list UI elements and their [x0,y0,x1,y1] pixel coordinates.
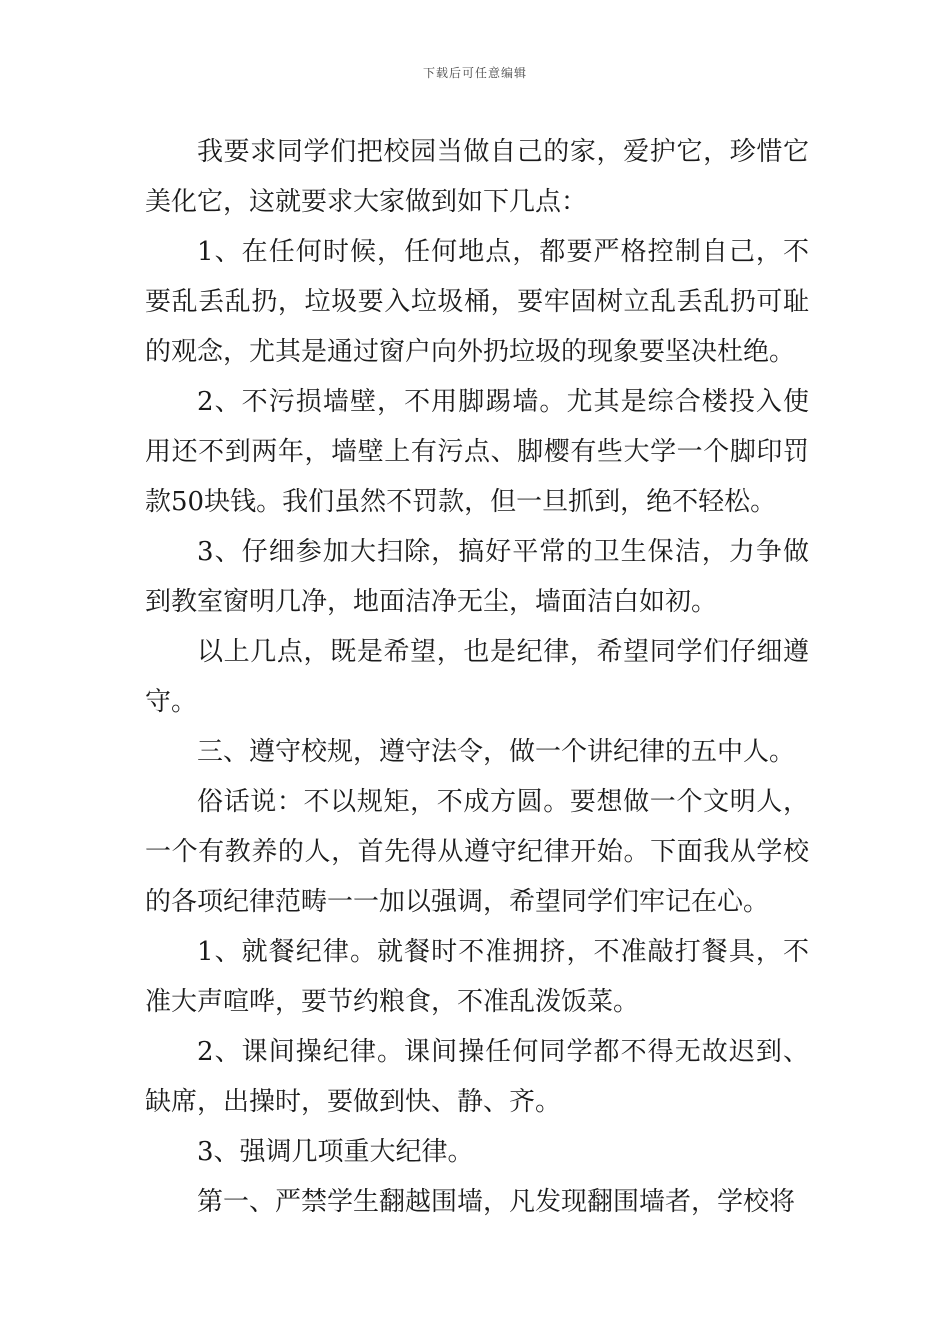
section-heading: 三、遵守校规，遵守法令，做一个讲纪律的五中人。 [197,737,796,767]
paragraph: 2、不污损墙壁，不用脚踢墙。尤其是综合楼投入使用还不到两年，墙壁上有污点、脚樱有些大学一个脚印罚款50块钱。我们虽然不罚款，但一旦抓到，绝不轻松。 [145,387,809,517]
paragraph: 1、在任何时候，任何地点，都要严格控制自己，不要乱丢乱扔，垃圾要入垃圾桶，要牢固树立乱丢乱扔可耻的观念，尤其是通过窗户向外扔垃圾的现象要坚决杜绝。 [145,237,809,367]
page-header: 下载后可任意编辑 [422,66,527,80]
paragraph: 以上几点，既是希望，也是纪律，希望同学们仔细遵守。 [145,637,809,717]
document-body [145,127,809,1227]
paragraph: 我要求同学们把校园当做自己的家，爱护它，珍惜它美化它，这就要求大家做到如下几点： [145,137,809,217]
paragraph: 1、就餐纪律。就餐时不准拥挤，不准敲打餐具，不准大声喧哗，要节约粮食，不准乱泼饭菜。 [145,937,809,1017]
paragraph: 俗话说：不以规矩，不成方圆。要想做一个文明人，一个有教养的人，首先得从遵守纪律开始。下面我从学校的各项纪律范畴一一加以强调，希望同学们牢记在心。 [145,787,809,917]
paragraph: 3、强调几项重大纪律。 [197,1137,474,1167]
paragraph: 第一、严禁学生翻越围墙，凡发现翻围墙者，学校将 [197,1187,796,1217]
paragraph: 3、仔细参加大扫除，搞好平常的卫生保洁，力争做到教室窗明几净，地面洁净无尘，墙面洁白如初。 [145,537,809,617]
paragraph: 2、课间操纪律。课间操任何同学都不得无故迟到、缺席，出操时，要做到快、静、齐。 [145,1037,809,1117]
